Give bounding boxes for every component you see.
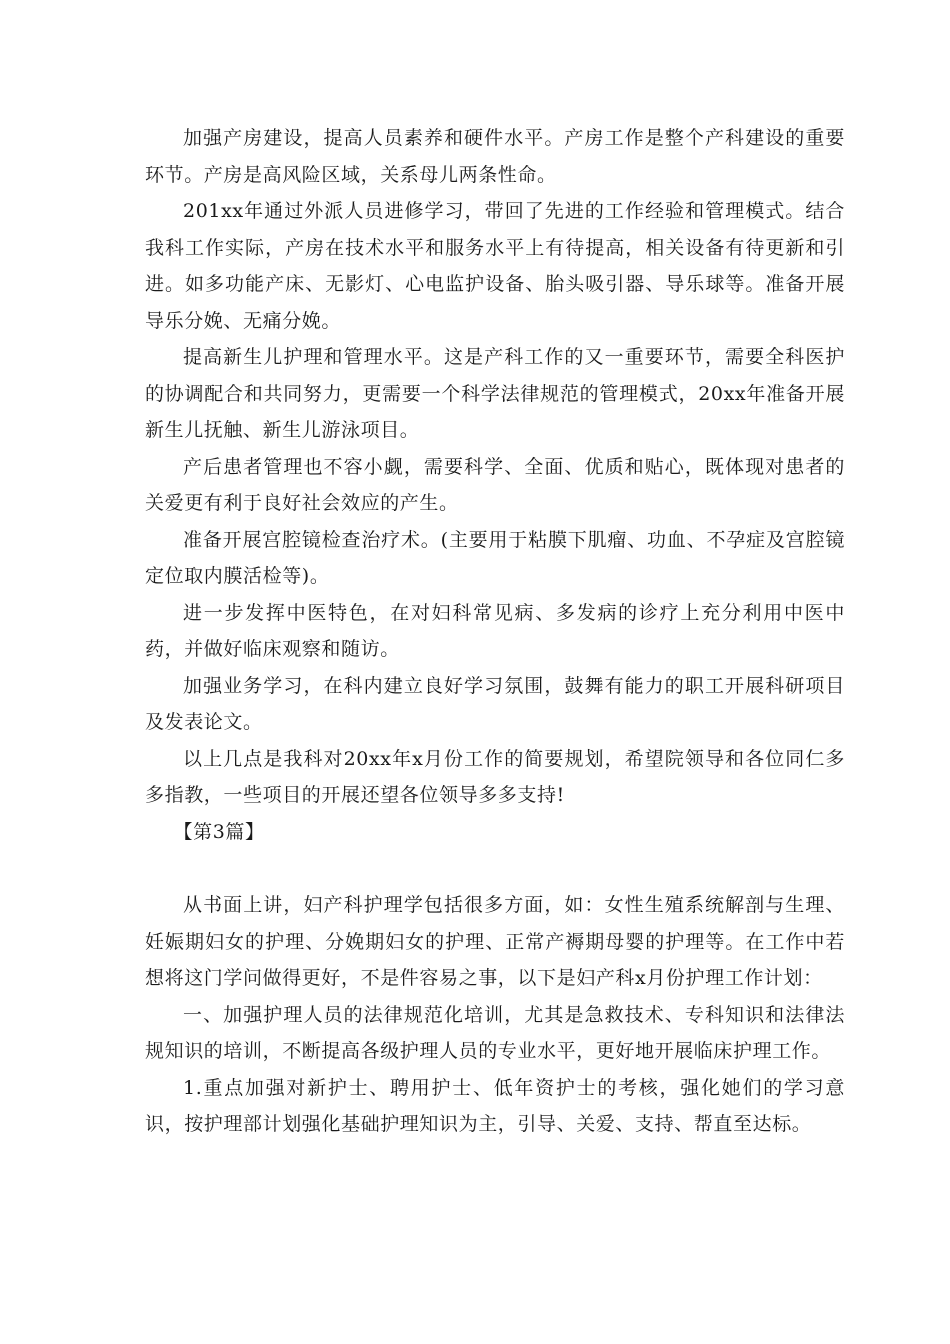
paragraph-study: 加强业务学习，在科内建立良好学习氛围，鼓舞有能力的职工开展科研项目及发表论文。: [145, 674, 845, 733]
paragraph-training-equipment: 201xx年通过外派人员进修学习，带回了先进的工作经验和管理模式。结合我科工作实际，产房在技术水平和服务水平上有待提高，相关设备有待更新和引进。如多功能产床、无影灯、心电监护设备、胎头吸引器、导乐球等。准备开展导乐分娩、无痛分娩。: [145, 200, 845, 332]
paragraph-item-one-sub: 1.重点加强对新护士、聘用护士、低年资护士的考核，强化她们的学习意识，按护理部计划强化基础护理知识为主，引导、关爱、支持、帮直至达标。: [145, 1076, 845, 1135]
paragraph-newborn-care: 提高新生儿护理和管理水平。这是产科工作的又一重要环节，需要全科医护的协调配合和共同努力，更需要一个科学法律规范的管理模式，20xx年准备开展新生儿抚触、新生儿游泳项目。: [145, 346, 845, 441]
blank-line: [145, 850, 845, 887]
document-body: [145, 120, 845, 1143]
paragraph-tcm: 进一步发挥中医特色，在对妇科常见病、多发病的诊疗上充分利用中医中药，并做好临床观察和随访。: [145, 601, 845, 660]
paragraph-hysteroscopy: 准备开展宫腔镜检查治疗术。(主要用于粘膜下肌瘤、功血、不孕症及宫腔镜定位取内膜活检等)。: [145, 528, 845, 587]
paragraph-delivery-room: 加强产房建设，提高人员素养和硬件水平。产房工作是整个产科建设的重要环节。产房是高风险区域，关系母儿两条性命。: [145, 127, 845, 186]
paragraph-item-one: 一、加强护理人员的法律规范化培训，尤其是急救技术、专科知识和法律法规知识的培训，不断提高各级护理人员的专业水平，更好地开展临床护理工作。: [145, 1003, 845, 1062]
section-heading: 【第3篇】: [173, 820, 265, 843]
paragraph-summary: 以上几点是我科对20xx年x月份工作的简要规划，希望院领导和各位同仁多多指教，一些项目的开展还望各位领导多多支持!: [145, 747, 845, 806]
paragraph-postpartum-care: 产后患者管理也不容小觑，需要科学、全面、优质和贴心，既体现对患者的关爱更有利于良好社会效应的产生。: [145, 455, 845, 514]
paragraph-intro: 从书面上讲，妇产科护理学包括很多方面，如：女性生殖系统解剖与生理、妊娠期妇女的护理、分娩期妇女的护理、正常产褥期母婴的护理等。在工作中若想将这门学问做得更好，不是件容易之事，以下是妇产科x月份护理工作计划：: [145, 894, 845, 989]
